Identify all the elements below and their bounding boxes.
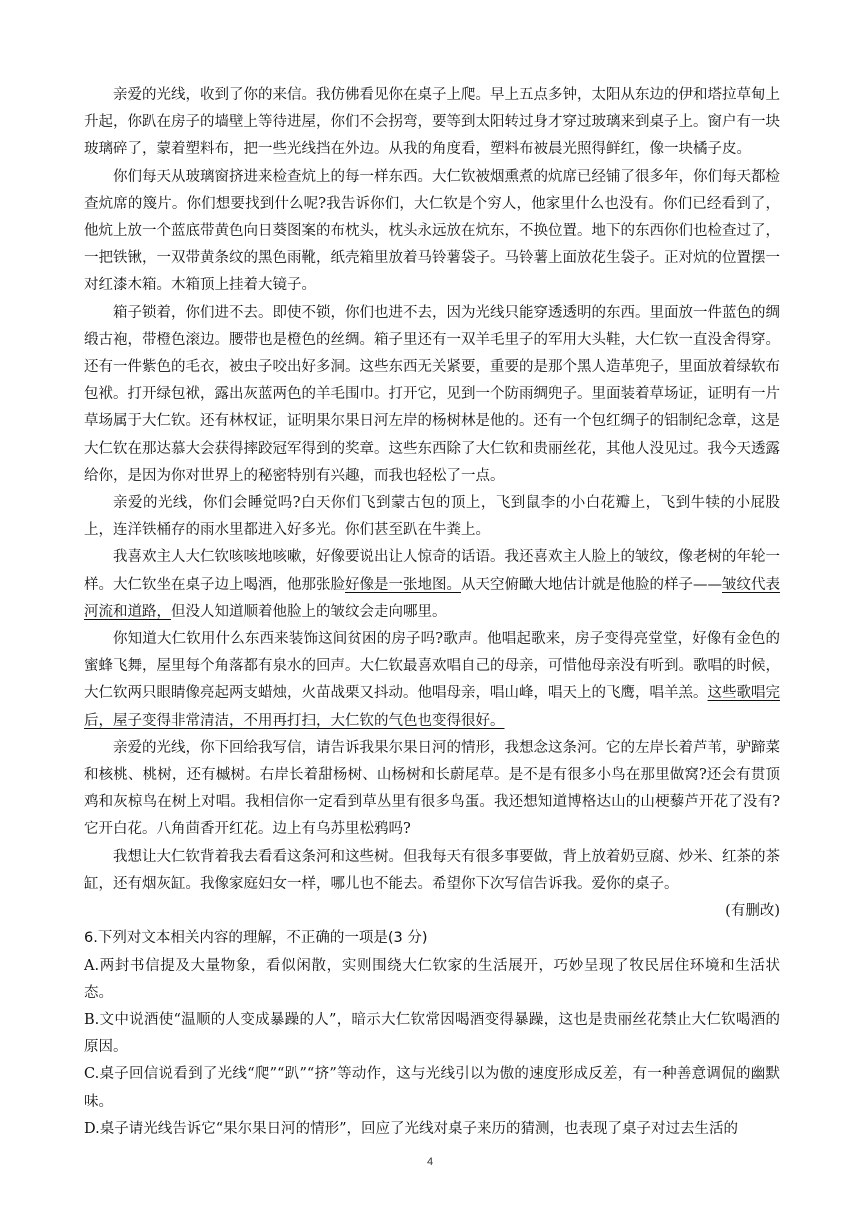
question-6-title: 6.下列对文本相关内容的理解，不正确的一项是(3 分) (84, 930, 428, 947)
underlined-song-sentence: 这些歌唱完后，屋子变得非常清洁，不用再打扫，大仁钦的气色也变得很好。 (84, 685, 780, 729)
passage-paragraph-6 (84, 626, 780, 735)
underlined-map-sentence: 好像是一张地图。 (345, 576, 461, 593)
paragraph-5-text-a: 我喜欢主人大仁钦咳咳地咳嗽，好像要说出让人惊奇的话语。我还喜欢主人脸上的皱纹，像老树的年轮一样。大仁钦坐在桌子边上喝酒，他那张脸 (84, 549, 780, 593)
passage-paragraph-4: 亲爱的光线，你们会睡觉吗?白天你们飞到蒙古包的顶上，飞到鼠李的小白花瓣上，飞到牛犊的小屁股上，连洋铁桶存的雨水里都进入好多光。你们甚至趴在牛粪上。 (84, 495, 780, 539)
passage-paragraph-7: 亲爱的光线，你下回给我写信，请告诉我果尔果日河的情形，我想念这条河。它的左岸长着芦苇，驴蹄菜和核桃、桃树，还有槭树。右岸长着甜杨树、山杨树和长蔚尾草。是不是有很多小鸟在那里做窝?还会有贯顶鸡和灰椋鸟在树上对唱。我相信你一定看到草丛里有很多鸟蛋。我还想知道博格达山的山梗藜芦开花了没有?它开白花。八角茴香开红花。边上有乌苏里松鸦吗? (84, 739, 780, 838)
passage-paragraph-8: 我想让大仁钦背着我去看看这条河和这些树。但我每天有很多事要做，背上放着奶豆腐、炒米、红茶的茶缸，还有烟灰缸。我像家庭妇女一样，哪儿也不能去。希望你下次写信告诉我。爱你的桌子。 (84, 848, 780, 892)
option-a: A.两封书信提及大量物象，看似闲散，实则围绕大仁钦家的生活展开，巧妙呈现了牧民居住环境和生活状态。 (84, 957, 780, 1001)
page-number: 4 (426, 1156, 434, 1168)
option-b: B.文中说酒使“温顺的人变成暴躁的人”，暗示大仁钦常因喝酒变得暴躁，这也是贵丽丝花禁止大仁钦喝酒的原因。 (84, 1011, 780, 1056)
source-note: (有删改) (725, 903, 780, 920)
passage-paragraph-1: 亲爱的光线，收到了你的来信。我仿佛看见你在桌子上爬。早上五点多钟，太阳从东边的伊和塔拉草甸上升起，你趴在房子的墙壁上等待进屋，你们不会拐弯，要等到太阳转过身才穿过玻璃来到桌子上。窗户有一块玻璃碎了，蒙着塑料布，把一些光线挡在外边。从我的角度看，塑料布被晨光照得鲜红，像一块橘子皮。 (84, 87, 780, 158)
paragraph-5-text-c: 但没人知道顺着他脸上的皱纹会走向哪里。 (171, 603, 447, 620)
document-page (84, 82, 780, 1143)
underlined-wrinkle-phrase: 皱纹代表河流和道路， (84, 576, 780, 620)
passage-paragraph-2: 你们每天从玻璃窗挤进来检查炕上的每一样东西。大仁钦被烟熏煮的炕席已经铺了很多年，你们每天都检查炕席的篾片。你们想要找到什么呢?我告诉你们，大仁钦是个穷人，他家里什么也没有。你们已经看到了，他炕上放一个蓝底带黄色向日葵图案的布枕头，枕头永远放在炕东，不换位置。地下的东西你们也检查过了，一把铁锹，一双带黄条纹的黑色雨靴，纸壳箱里放着马铃薯袋子。马铃薯上面放花生袋子。正对炕的位置摆一对红漆木箱。木箱顶上挂着大镜子。 (84, 168, 780, 294)
passage-paragraph-5 (84, 544, 780, 626)
passage-paragraph-3: 箱子锁着，你们进不去。即使不锁，你们也进不去，因为光线只能穿透透明的东西。里面放一件蓝色的绸缎古袍，带橙色滚边。腰带也是橙色的丝绸。箱子里还有一双羊毛里子的军用大头鞋，大仁钦一直没舍得穿。还有一件紫色的毛衣，被虫子咬出好多洞。这些东西无关紧要，重要的是那个黑人造革兜子，里面放着绿软布包袱。打开绿包袱，露出灰蓝两色的羊毛围巾。打开它，见到一个防雨绸兜子。里面装着草场证，证明有一片草场属于大仁钦。还有林权证，证明果尔果日河左岸的杨树林是他的。还有一个包红绸子的铝制纪念章，这是大仁钦在那达慕大会获得摔跤冠军得到的奖章。这些东西除了大仁钦和贵丽丝花，其他人没见过。我今天透露给你，是因为你对世界上的秘密特别有兴趣，而我也轻松了一点。 (84, 304, 780, 484)
paragraph-6-text-a: 你知道大仁钦用什么东西来装饰这间贫困的房子吗?歌声。他唱起歌来，房子变得亮堂堂，好像有金色的蜜蜂飞舞，屋里每个角落都有泉水的回声。大仁钦最喜欢唱自己的母亲，可惜他母亲没有听到。歌唱的时候，大仁钦两只眼睛像亮起两支蜡烛，火苗战栗又抖动。他唱母亲，唱山峰，唱天上的飞鹰，唱羊羔。 (84, 631, 780, 702)
option-d: D.桌子请光线告诉它“果尔果日河的情形”，回应了光线对桌子来历的猜测，也表现了桌子对过去生活的 (84, 1120, 739, 1137)
option-c: C.桌子回信说看到了光线“爬”“趴”“挤”等动作，这与光线引以为傲的速度形成反差，有一种善意调侃的幽默味。 (84, 1066, 780, 1110)
paragraph-5-text-b: 从天空俯瞰大地估计就是他脸的样子—— (461, 576, 722, 593)
